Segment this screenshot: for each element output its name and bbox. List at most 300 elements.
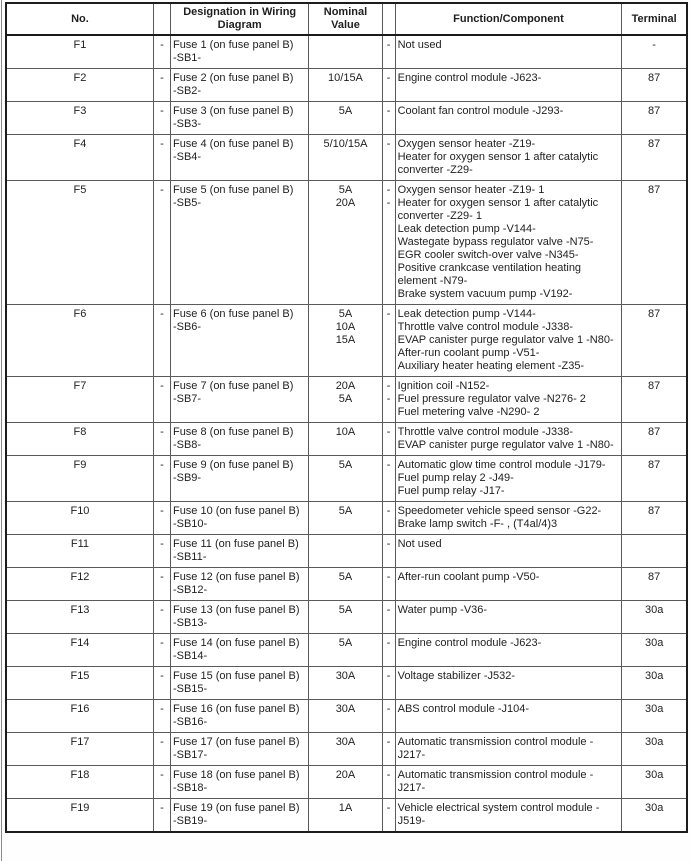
- function-dash-cell: [382, 700, 395, 733]
- terminal-cell: [622, 799, 687, 833]
- function-component-line: Engine control module -J623-: [397, 72, 542, 84]
- designation-line: -SB18-: [172, 782, 208, 794]
- function-dash: -: [386, 308, 391, 320]
- link-dash-cell: [153, 305, 170, 377]
- function-component-line: Oxygen sensor heater -Z19-: [397, 138, 536, 150]
- terminal-value: -: [652, 39, 656, 51]
- link-dash: -: [160, 184, 164, 196]
- fuse-no-cell: [6, 181, 153, 305]
- fuse-no-cell: [6, 634, 153, 667]
- designation-line: -SB1-: [172, 52, 202, 64]
- fuse-no-cell: [6, 766, 153, 799]
- terminal-cell: [622, 135, 687, 181]
- designation-line: -SB10-: [172, 518, 208, 530]
- terminal-value: 87: [648, 138, 661, 150]
- nominal-value-cell: [309, 377, 382, 423]
- terminal-cell: [622, 377, 687, 423]
- fuse-no: F4: [73, 138, 87, 150]
- function-dash-cell: [382, 667, 395, 700]
- function-component-cell: [395, 535, 622, 568]
- nominal-value-cell: [309, 568, 382, 601]
- fuse-no: F19: [70, 802, 90, 814]
- function-dash: -: [386, 197, 391, 209]
- designation-line: Fuse 11 (on fuse panel B): [172, 538, 299, 550]
- fuse-no-cell: [6, 305, 153, 377]
- function-component-line: EVAP canister purge regulator valve 1 -N80-: [397, 334, 614, 346]
- function-dash-cell: [382, 535, 395, 568]
- function-component-cell: [395, 733, 622, 766]
- fuse-no-cell: [6, 535, 153, 568]
- fuse-no: F14: [70, 637, 90, 649]
- link-dash: -: [160, 571, 164, 583]
- fuse-no-cell: [6, 102, 153, 135]
- link-dash-cell: [153, 535, 170, 568]
- link-dash-cell: [153, 69, 170, 102]
- nominal-value-cell: [309, 799, 382, 833]
- designation-line: -SB3-: [172, 118, 202, 130]
- fuse-no-cell: [6, 568, 153, 601]
- fuse-no-cell: [6, 667, 153, 700]
- header-nominal-value: Nominal Value: [309, 3, 382, 35]
- function-dash-cell: [382, 35, 395, 69]
- terminal-value: 87: [648, 72, 661, 84]
- link-dash-cell: [153, 181, 170, 305]
- function-dash: -: [386, 459, 391, 471]
- fuse-no: F16: [70, 703, 90, 715]
- terminal-value: 87: [648, 184, 661, 196]
- fuse-no: F3: [73, 105, 87, 117]
- link-dash: -: [160, 39, 164, 51]
- function-dash: -: [386, 736, 391, 748]
- table-row: [6, 377, 687, 423]
- function-dash: -: [386, 703, 391, 715]
- table-row: [6, 423, 687, 456]
- designation-cell: [170, 305, 308, 377]
- nominal-value-cell: [309, 700, 382, 733]
- designation-cell: [170, 799, 308, 833]
- designation-cell: [170, 102, 308, 135]
- function-component-line: ABS control module -J104-: [397, 703, 530, 715]
- fuse-table-body: [6, 35, 687, 832]
- link-dash: -: [160, 426, 164, 438]
- nominal-value: 20A: [335, 380, 356, 392]
- designation-cell: [170, 181, 308, 305]
- designation-line: Fuse 4 (on fuse panel B): [172, 138, 294, 150]
- table-row: [6, 700, 687, 733]
- header-dash-spacer: [153, 3, 170, 35]
- function-component-line: Positive crankcase ventilation heating element -N79-: [397, 262, 582, 287]
- function-component-line: After-run coolant pump -V50-: [397, 571, 540, 583]
- function-dash: -: [386, 72, 391, 84]
- function-component-line: Fuel pump relay 2 -J49-: [397, 472, 514, 484]
- function-component-line: Fuel metering valve -N290- 2: [397, 406, 540, 418]
- terminal-cell: [622, 535, 687, 568]
- designation-line: Fuse 17 (on fuse panel B): [172, 736, 300, 748]
- designation-cell: [170, 456, 308, 502]
- nominal-value-cell: [309, 601, 382, 634]
- function-component-cell: [395, 568, 622, 601]
- function-component-line: Vehicle electrical system control module -J519-: [397, 802, 600, 827]
- function-component-line: Engine control module -J623-: [397, 637, 542, 649]
- terminal-cell: [622, 305, 687, 377]
- fuse-no-cell: [6, 799, 153, 833]
- function-dash: -: [386, 604, 391, 616]
- terminal-value: 30a: [644, 769, 664, 781]
- designation-cell: [170, 766, 308, 799]
- nominal-value: 30A: [335, 736, 356, 748]
- designation-cell: [170, 377, 308, 423]
- nominal-value: 10/15A: [328, 72, 363, 84]
- nominal-value-cell: [309, 766, 382, 799]
- designation-cell: [170, 35, 308, 69]
- terminal-cell: [622, 667, 687, 700]
- terminal-cell: [622, 502, 687, 535]
- nominal-value: 5A: [338, 505, 353, 517]
- nominal-value-cell: [309, 35, 382, 69]
- nominal-value-cell: [309, 135, 382, 181]
- function-dash-cell: [382, 456, 395, 502]
- table-row: [6, 181, 687, 305]
- designation-line: Fuse 3 (on fuse panel B): [172, 105, 294, 117]
- terminal-cell: [622, 35, 687, 69]
- function-component-line: Brake lamp switch -F- , (T4al/4)3: [397, 518, 558, 530]
- fuse-no: F1: [73, 39, 87, 51]
- terminal-value: [624, 538, 684, 551]
- designation-cell: [170, 667, 308, 700]
- fuse-no-cell: [6, 69, 153, 102]
- fuse-no-cell: [6, 456, 153, 502]
- nominal-value: 5A: [338, 571, 353, 583]
- function-component-line: Heater for oxygen sensor 1 after catalytic converter -Z29- 1: [397, 197, 599, 222]
- terminal-value: 30a: [644, 637, 664, 649]
- function-component-line: EVAP canister purge regulator valve 1 -N80-: [397, 439, 614, 451]
- designation-line: Fuse 15 (on fuse panel B): [172, 670, 300, 682]
- nominal-value: 15A: [335, 334, 356, 346]
- function-dash: -: [386, 184, 391, 196]
- function-dash-cell: [382, 799, 395, 833]
- function-component-line: Heater for oxygen sensor 1 after catalytic converter -Z29-: [397, 151, 599, 176]
- table-row: [6, 69, 687, 102]
- function-component-line: Automatic transmission control module -J217-: [397, 736, 594, 761]
- table-row: [6, 667, 687, 700]
- terminal-cell: [622, 700, 687, 733]
- function-component-line: Brake system vacuum pump -V192-: [397, 288, 573, 300]
- terminal-cell: [622, 102, 687, 135]
- table-row: [6, 502, 687, 535]
- nominal-value: 5A: [338, 604, 353, 616]
- designation-cell: [170, 535, 308, 568]
- designation-line: Fuse 7 (on fuse panel B): [172, 380, 294, 392]
- link-dash: -: [160, 72, 164, 84]
- nominal-value-cell: [309, 423, 382, 456]
- designation-line: Fuse 18 (on fuse panel B): [172, 769, 300, 781]
- function-component-line: Auxiliary heater heating element -Z35-: [397, 360, 585, 372]
- function-component-cell: [395, 502, 622, 535]
- header-no: No.: [6, 3, 153, 35]
- link-dash-cell: [153, 102, 170, 135]
- designation-cell: [170, 423, 308, 456]
- link-dash: -: [160, 637, 164, 649]
- fuse-table-container: [5, 2, 688, 833]
- link-dash: -: [160, 138, 164, 150]
- designation-line: Fuse 10 (on fuse panel B): [172, 505, 300, 517]
- link-dash-cell: [153, 502, 170, 535]
- table-row: [6, 305, 687, 377]
- terminal-value: 87: [648, 571, 661, 583]
- designation-line: Fuse 1 (on fuse panel B): [172, 39, 294, 51]
- function-dash-cell: [382, 69, 395, 102]
- function-dash: -: [386, 39, 391, 51]
- table-row: [6, 799, 687, 833]
- nominal-value: 30A: [335, 703, 356, 715]
- designation-line: -SB11-: [172, 551, 207, 563]
- terminal-value: 87: [648, 459, 661, 471]
- function-component-line: Throttle valve control module -J338-: [397, 426, 574, 438]
- function-component-line: Ignition coil -N152-: [397, 380, 490, 392]
- terminal-value: 87: [648, 308, 661, 320]
- designation-line: -SB14-: [172, 650, 208, 662]
- fuse-no-cell: [6, 423, 153, 456]
- link-dash: -: [160, 802, 164, 814]
- nominal-value: 5A: [338, 105, 353, 117]
- function-dash-cell: [382, 634, 395, 667]
- designation-line: -SB13-: [172, 617, 208, 629]
- nominal-value: 5A: [338, 459, 353, 471]
- function-dash: -: [386, 802, 391, 814]
- fuse-no-cell: [6, 35, 153, 69]
- function-dash: -: [386, 138, 391, 150]
- link-dash: -: [160, 308, 164, 320]
- designation-line: Fuse 13 (on fuse panel B): [172, 604, 300, 616]
- function-dash: -: [386, 670, 391, 682]
- nominal-value-cell: [309, 634, 382, 667]
- link-dash-cell: [153, 568, 170, 601]
- fuse-no: F9: [73, 459, 87, 471]
- designation-line: -SB5-: [172, 197, 202, 209]
- function-component-cell: [395, 35, 622, 69]
- designation-cell: [170, 700, 308, 733]
- link-dash-cell: [153, 377, 170, 423]
- function-component-line: Leak detection pump -V144-: [397, 223, 536, 235]
- designation-line: -SB9-: [172, 472, 202, 484]
- function-component-line: Coolant fan control module -J293-: [397, 105, 564, 117]
- function-dash: -: [386, 571, 391, 583]
- designation-cell: [170, 135, 308, 181]
- nominal-value: 5A: [338, 184, 353, 196]
- designation-line: Fuse 2 (on fuse panel B): [172, 72, 294, 84]
- designation-line: -SB8-: [172, 439, 202, 451]
- function-component-cell: [395, 181, 622, 305]
- function-component-line: Automatic glow time control module -J179-: [397, 459, 606, 471]
- function-dash-cell: [382, 502, 395, 535]
- terminal-cell: [622, 634, 687, 667]
- table-row: [6, 634, 687, 667]
- link-dash-cell: [153, 766, 170, 799]
- table-row: [6, 102, 687, 135]
- terminal-cell: [622, 423, 687, 456]
- link-dash: -: [160, 604, 164, 616]
- fuse-no: F10: [70, 505, 90, 517]
- fuse-no-cell: [6, 733, 153, 766]
- link-dash-cell: [153, 667, 170, 700]
- designation-cell: [170, 568, 308, 601]
- function-dash-cell: [382, 181, 395, 305]
- terminal-value: 30a: [644, 670, 664, 682]
- nominal-value-cell: [309, 69, 382, 102]
- designation-line: Fuse 16 (on fuse panel B): [172, 703, 300, 715]
- terminal-cell: [622, 69, 687, 102]
- fuse-no: F2: [73, 72, 87, 84]
- function-dash: -: [386, 380, 391, 392]
- nominal-value-cell: [309, 535, 382, 568]
- designation-line: -SB6-: [172, 321, 202, 333]
- nominal-value: 5A: [338, 637, 353, 649]
- designation-line: Fuse 19 (on fuse panel B): [172, 802, 300, 814]
- function-dash-cell: [382, 766, 395, 799]
- header-function-component: Function/Component: [395, 3, 622, 35]
- fuse-no-cell: [6, 135, 153, 181]
- function-component-line: Leak detection pump -V144-: [397, 308, 536, 320]
- designation-cell: [170, 69, 308, 102]
- designation-line: Fuse 14 (on fuse panel B): [172, 637, 300, 649]
- function-component-cell: [395, 305, 622, 377]
- function-component-line: Not used: [397, 39, 442, 51]
- nominal-value-cell: [309, 667, 382, 700]
- designation-line: Fuse 6 (on fuse panel B): [172, 308, 294, 320]
- fuse-no: F17: [70, 736, 90, 748]
- function-dash: -: [386, 393, 391, 405]
- table-row: [6, 766, 687, 799]
- designation-cell: [170, 733, 308, 766]
- designation-line: Fuse 9 (on fuse panel B): [172, 459, 294, 471]
- nominal-value: 10A: [335, 426, 356, 438]
- designation-line: -SB17-: [172, 749, 208, 761]
- terminal-value: 30a: [644, 604, 664, 616]
- table-row: [6, 733, 687, 766]
- function-dash-cell: [382, 601, 395, 634]
- table-row: [6, 568, 687, 601]
- nominal-value-cell: [309, 456, 382, 502]
- function-component-line: After-run coolant pump -V51-: [397, 347, 540, 359]
- function-component-line: Oxygen sensor heater -Z19- 1: [397, 184, 545, 196]
- function-dash-cell: [382, 102, 395, 135]
- link-dash-cell: [153, 423, 170, 456]
- link-dash-cell: [153, 35, 170, 69]
- fuse-no: F8: [73, 426, 87, 438]
- function-component-cell: [395, 601, 622, 634]
- designation-line: -SB19-: [172, 815, 208, 827]
- nominal-value: 5A: [338, 308, 353, 320]
- link-dash-cell: [153, 700, 170, 733]
- function-component-cell: [395, 700, 622, 733]
- nominal-value: 1A: [338, 802, 353, 814]
- function-component-line: Throttle valve control module -J338-: [397, 321, 574, 333]
- terminal-cell: [622, 456, 687, 502]
- function-component-cell: [395, 667, 622, 700]
- link-dash: -: [160, 736, 164, 748]
- fuse-no: F18: [70, 769, 90, 781]
- function-dash-cell: [382, 377, 395, 423]
- fuse-no: F7: [73, 380, 87, 392]
- header-row: [6, 3, 687, 35]
- link-dash-cell: [153, 135, 170, 181]
- nominal-value: 5A: [338, 393, 353, 405]
- function-component-cell: [395, 135, 622, 181]
- function-component-cell: [395, 423, 622, 456]
- link-dash: -: [160, 505, 164, 517]
- link-dash-cell: [153, 733, 170, 766]
- link-dash: -: [160, 459, 164, 471]
- function-dash-cell: [382, 733, 395, 766]
- terminal-value: 30a: [644, 703, 664, 715]
- function-component-line: Speedometer vehicle speed sensor -G22-: [397, 505, 602, 517]
- table-row: [6, 35, 687, 69]
- function-dash: -: [386, 105, 391, 117]
- designation-line: -SB7-: [172, 393, 202, 405]
- terminal-value: 87: [648, 426, 661, 438]
- designation-line: -SB16-: [172, 716, 208, 728]
- link-dash-cell: [153, 601, 170, 634]
- function-component-cell: [395, 69, 622, 102]
- nominal-value-cell: [309, 733, 382, 766]
- link-dash: -: [160, 380, 164, 392]
- fuse-no: F13: [70, 604, 90, 616]
- fuse-no-cell: [6, 700, 153, 733]
- designation-line: Fuse 5 (on fuse panel B): [172, 184, 294, 196]
- nominal-value: 20A: [335, 197, 356, 209]
- header-function-dash-spacer: [382, 3, 395, 35]
- function-component-cell: [395, 377, 622, 423]
- designation-cell: [170, 601, 308, 634]
- terminal-value: 87: [648, 380, 661, 392]
- designation-cell: [170, 502, 308, 535]
- header-terminal: Terminal: [622, 3, 687, 35]
- function-component-line: Fuel pump relay -J17-: [397, 485, 505, 497]
- terminal-value: 30a: [644, 802, 664, 814]
- nominal-value-cell: [309, 181, 382, 305]
- fuse-no-cell: [6, 601, 153, 634]
- function-component-line: Wastegate bypass regulator valve -N75-: [397, 236, 594, 248]
- function-dash: -: [386, 505, 391, 517]
- designation-line: -SB2-: [172, 85, 202, 97]
- function-component-line: EGR cooler switch-over valve -N345-: [397, 249, 579, 261]
- nominal-value: 10A: [335, 321, 356, 333]
- link-dash: -: [160, 703, 164, 715]
- table-row: [6, 456, 687, 502]
- nominal-value-cell: [309, 502, 382, 535]
- designation-line: Fuse 8 (on fuse panel B): [172, 426, 294, 438]
- function-component-cell: [395, 102, 622, 135]
- designation-line: -SB4-: [172, 151, 202, 163]
- function-component-line: Not used: [397, 538, 442, 550]
- link-dash-cell: [153, 634, 170, 667]
- fuse-no-cell: [6, 502, 153, 535]
- designation-cell: [170, 634, 308, 667]
- function-dash-cell: [382, 305, 395, 377]
- terminal-value: 87: [648, 505, 661, 517]
- function-dash-cell: [382, 423, 395, 456]
- table-row: [6, 601, 687, 634]
- nominal-value-cell: [309, 305, 382, 377]
- header-designation: Designation in Wiring Diagram: [170, 3, 308, 35]
- function-component-line: Automatic transmission control module -J217-: [397, 769, 594, 794]
- nominal-value-cell: [309, 102, 382, 135]
- terminal-cell: [622, 568, 687, 601]
- table-row: [6, 135, 687, 181]
- fuse-no: F15: [70, 670, 90, 682]
- link-dash: -: [160, 538, 164, 550]
- fuse-no: F11: [70, 538, 90, 550]
